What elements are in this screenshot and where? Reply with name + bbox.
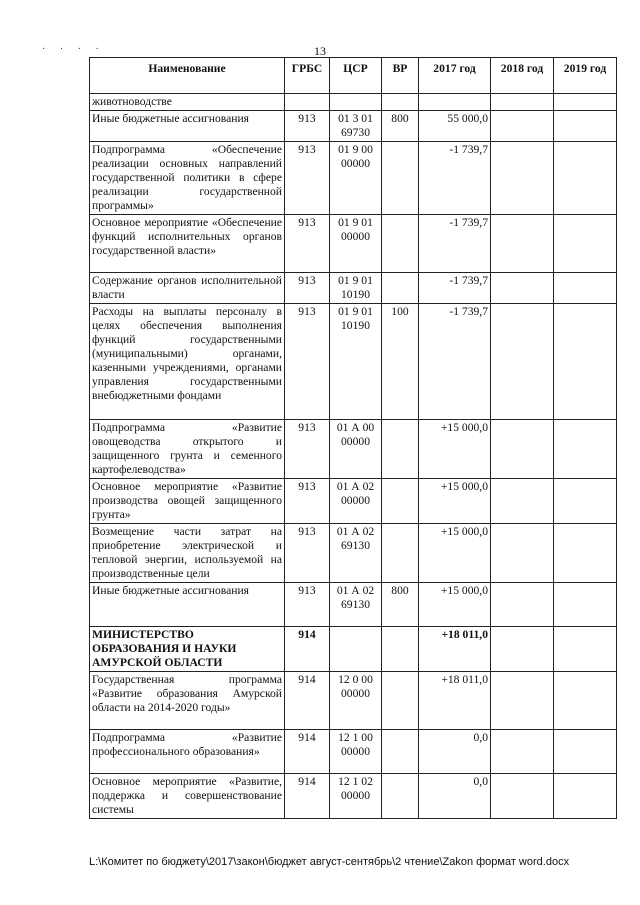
cell-csr: 01 9 00 00000 [330,142,382,215]
header-2017: 2017 год [419,58,491,94]
cell-y2018 [491,583,554,627]
cell-name: Иные бюджетные ассигнования [90,111,285,142]
cell-y2018 [491,479,554,524]
cell-vr [382,94,419,111]
cell-vr [382,142,419,215]
cell-y2017: +15 000,0 [419,524,491,583]
cell-y2018 [491,273,554,304]
table-row [90,627,617,672]
cell-y2017: 55 000,0 [419,111,491,142]
cell-y2018 [491,304,554,420]
cell-vr [382,420,419,479]
cell-csr: 01 А 02 69130 [330,524,382,583]
table-row [90,142,617,215]
cell-csr [330,627,382,672]
table-row [90,111,617,142]
cell-csr [330,94,382,111]
cell-y2018 [491,730,554,774]
cell-vr [382,215,419,273]
cell-csr: 01 А 02 69130 [330,583,382,627]
header-vr: ВР [382,58,419,94]
cell-y2019 [554,730,617,774]
page-number: 13 [314,44,326,58]
cell-name: Основное мероприятие «Развитие, поддержка и совершенствование системы [90,774,285,819]
cell-grbs: 913 [285,420,330,479]
cell-vr [382,730,419,774]
header-grbs: ГРБС [285,58,330,94]
cell-y2019 [554,627,617,672]
cell-grbs: 913 [285,273,330,304]
cell-name: Содержание органов исполнительной власти [90,273,285,304]
cell-name: Возмещение части затрат на приобретение электрической и тепловой энергии, используемой на производственные цели [90,524,285,583]
cell-grbs: 913 [285,111,330,142]
cell-grbs: 913 [285,479,330,524]
cell-vr [382,524,419,583]
cell-vr [382,672,419,730]
cell-csr: 12 1 02 00000 [330,774,382,819]
cell-grbs: 914 [285,672,330,730]
table-row [90,672,617,730]
cell-y2017: 0,0 [419,730,491,774]
cell-grbs: 913 [285,215,330,273]
cell-y2019 [554,774,617,819]
cell-y2019 [554,479,617,524]
cell-name: животноводстве [90,94,285,111]
cell-name: Основное мероприятие «Развитие производства овощей защищенного грунта» [90,479,285,524]
cell-y2018 [491,524,554,583]
table-row [90,215,617,273]
cell-name: Основное мероприятие «Обеспечение функций исполнительных органов государственной власти» [90,215,285,273]
cell-y2019 [554,273,617,304]
table-row [90,94,617,111]
cell-y2018 [491,672,554,730]
file-path-footer: L:\Комитет по бюджету\2017\закон\бюджет август-сентябрь\2 чтение\Zakon формат word.docx [89,856,570,868]
cell-grbs: 913 [285,142,330,215]
cell-y2018 [491,215,554,273]
header-2018: 2018 год [491,58,554,94]
cell-grbs: 913 [285,583,330,627]
cell-y2017: +15 000,0 [419,583,491,627]
cell-y2017: +18 011,0 [419,672,491,730]
cell-csr: 01 9 01 00000 [330,215,382,273]
cell-csr: 12 1 00 00000 [330,730,382,774]
cell-csr: 01 А 00 00000 [330,420,382,479]
cell-y2018 [491,420,554,479]
cell-name: Иные бюджетные ассигнования [90,583,285,627]
cell-name: Государственная программа «Развитие образования Амурской области на 2014-2020 годы» [90,672,285,730]
header-2019: 2019 год [554,58,617,94]
cell-y2017: +18 011,0 [419,627,491,672]
cell-name: МИНИСТЕРСТВО ОБРАЗОВАНИЯ И НАУКИ АМУРСКОЙ ОБЛАСТИ [90,627,285,672]
cell-csr: 01 А 02 00000 [330,479,382,524]
budget-table [89,57,617,819]
cell-y2017 [419,94,491,111]
cell-y2018 [491,94,554,111]
cell-y2017: -1 739,7 [419,142,491,215]
cell-y2019 [554,583,617,627]
table-row [90,273,617,304]
cell-name: Подпрограмма «Развитие овощеводства открытого и защищенного грунта и семенного картофелеводства» [90,420,285,479]
header-name: Наименование [90,58,285,94]
cell-name: Расходы на выплаты персоналу в целях обеспечения выполнения функций государственными (муниципальными) органами, казенными учреждениями, органами управления государственными внебюджетными фондами [90,304,285,420]
table-row [90,583,617,627]
cell-grbs [285,94,330,111]
cell-csr: 12 0 00 00000 [330,672,382,730]
table-row [90,774,617,819]
cell-y2019 [554,215,617,273]
cell-grbs: 913 [285,524,330,583]
cell-y2017: -1 739,7 [419,215,491,273]
cell-grbs: 913 [285,304,330,420]
cell-name: Подпрограмма «Развитие профессионального образования» [90,730,285,774]
cell-vr [382,627,419,672]
cell-y2017: +15 000,0 [419,420,491,479]
table-row [90,479,617,524]
cell-y2017: -1 739,7 [419,304,491,420]
table-header-row [90,58,617,94]
cell-y2017: +15 000,0 [419,479,491,524]
cell-y2019 [554,111,617,142]
cell-vr: 100 [382,304,419,420]
cell-name: Подпрограмма «Обеспечение реализации основных направлений государственной политики в сфере реализации государственной программы» [90,142,285,215]
cell-vr [382,774,419,819]
cell-y2019 [554,672,617,730]
cell-y2018 [491,627,554,672]
table-row [90,730,617,774]
header-csr: ЦСР [330,58,382,94]
cell-y2019 [554,420,617,479]
cell-vr: 800 [382,583,419,627]
cell-y2019 [554,142,617,215]
cell-y2019 [554,304,617,420]
cell-y2017: 0,0 [419,774,491,819]
table-row [90,524,617,583]
cell-grbs: 914 [285,774,330,819]
cell-grbs: 914 [285,730,330,774]
cell-y2018 [491,774,554,819]
cell-y2019 [554,94,617,111]
cell-vr [382,479,419,524]
table-row [90,420,617,479]
cell-vr: 800 [382,111,419,142]
cell-grbs: 914 [285,627,330,672]
cell-y2018 [491,142,554,215]
cell-csr: 01 9 01 10190 [330,273,382,304]
cell-csr: 01 3 01 69730 [330,111,382,142]
cell-vr [382,273,419,304]
table-row [90,304,617,420]
cell-y2018 [491,111,554,142]
scan-artifact-dots: · · · · [42,44,105,55]
cell-y2017: -1 739,7 [419,273,491,304]
cell-y2019 [554,524,617,583]
cell-csr: 01 9 01 10190 [330,304,382,420]
